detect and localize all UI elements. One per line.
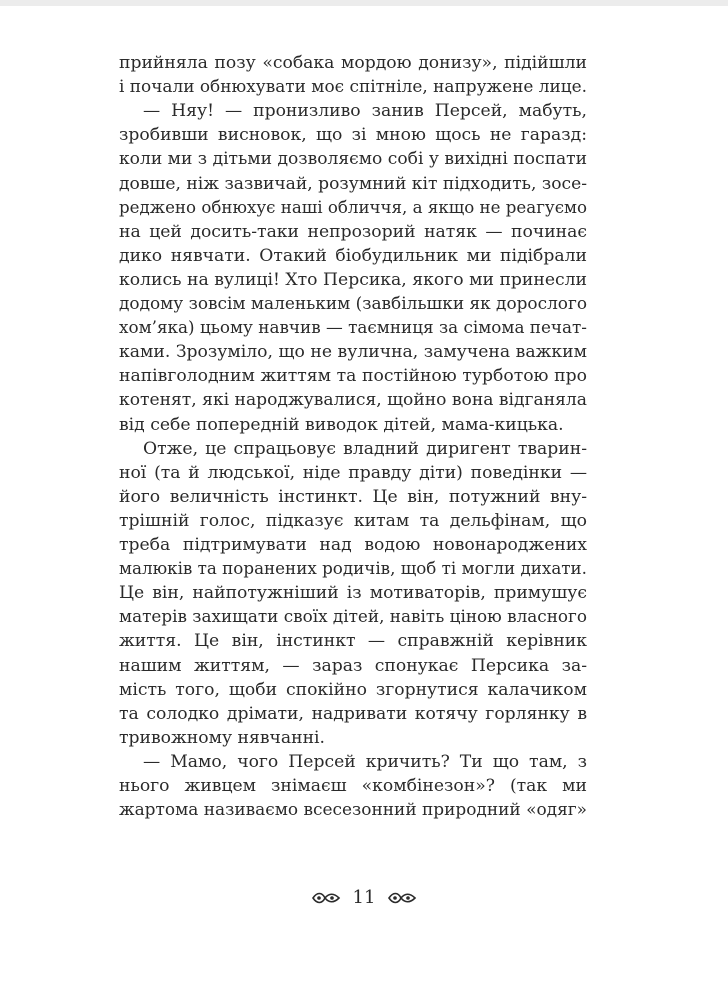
text-line: довше, ніж зазвичай, розумний кіт підходить, зосе-: [119, 173, 587, 194]
text-line: життя. Це він, інстинкт — справжній керівник: [119, 631, 587, 652]
text-line: і почали обнюхувати моє спітніле, напружене лице.: [119, 77, 588, 98]
page-number: 11: [352, 887, 376, 908]
text-line: котенят, які народжувалися, щойно вона відганяла: [119, 390, 587, 411]
text-line: та солодко дрімати, надривати котячу горлянку в: [119, 703, 588, 724]
text-line: Це він, найпотужніший із мотиваторів, примушує: [119, 583, 587, 604]
text-line: нього живцем знімаєш «комбінезон»? (так ми: [119, 776, 587, 796]
text-line: треба підтримувати над водою новонароджених: [119, 535, 587, 555]
text-line: хом’яка) цьому навчив — таємниця за сімома печат-: [119, 318, 587, 339]
page-footer: [0, 884, 728, 912]
text-line: ної (та й людської, ніде правду діти) поведінки —: [119, 462, 588, 483]
text-line: коли ми з дітьми дозволяємо собі у вихідні поспати: [119, 149, 588, 170]
text-line: матерів захищати своїх дітей, навіть ціною власного: [119, 607, 587, 628]
text-line: додому зовсім маленьким (завбільшки як дорослого: [119, 294, 588, 314]
text-line: нашим життям, — зараз спонукає Персика за-: [119, 655, 588, 676]
text-line: від себе попередній виводок дітей, мама-кицька.: [119, 414, 564, 435]
text-line: трішній голос, підказує китам та дельфінам, що: [119, 510, 587, 531]
ornament-left-icon: [311, 890, 341, 906]
text-line: його величність інстинкт. Це він, потужний вну-: [119, 486, 588, 507]
text-line: колись на вулиці! Хто Персика, якого ми принесли: [119, 269, 588, 290]
text-line: дико нявчати. Отакий біобудильник ми підібрали: [119, 245, 588, 266]
text-line: ками. Зрозуміло, що не вулична, замучена важким: [119, 342, 587, 363]
text-line: мість того, щоби спокійно згорнутися калачиком: [119, 679, 587, 700]
text-line: — Мамо, чого Персей кричить? Ти що там, з: [143, 751, 588, 772]
text-line: на цей досить-таки непрозорий натяк — починає: [119, 221, 587, 242]
text-line: напівголодним життям та постійною турботою про: [119, 366, 587, 387]
text-line: прийняла позу «собака мордою донизу», підійшли: [119, 53, 587, 73]
text-line: реджено обнюхує наші обличчя, а якщо не реагуємо: [119, 197, 588, 218]
text-line: — Няу! — пронизливо занив Персей, мабуть,: [143, 101, 587, 122]
text-line: малюків та поранених родичів, щоб ті могли дихати.: [119, 559, 587, 580]
text-line: жартома називаємо всесезонний природний «одяг»: [119, 800, 588, 821]
text-line: тривожному нявчанні.: [119, 727, 326, 748]
text-line: Отже, це спрацьовує владний диригент тварин-: [143, 438, 588, 459]
text-line: зробивши висновок, що зі мною щось не гаразд:: [119, 125, 588, 146]
ornament-right-icon: [387, 890, 417, 906]
